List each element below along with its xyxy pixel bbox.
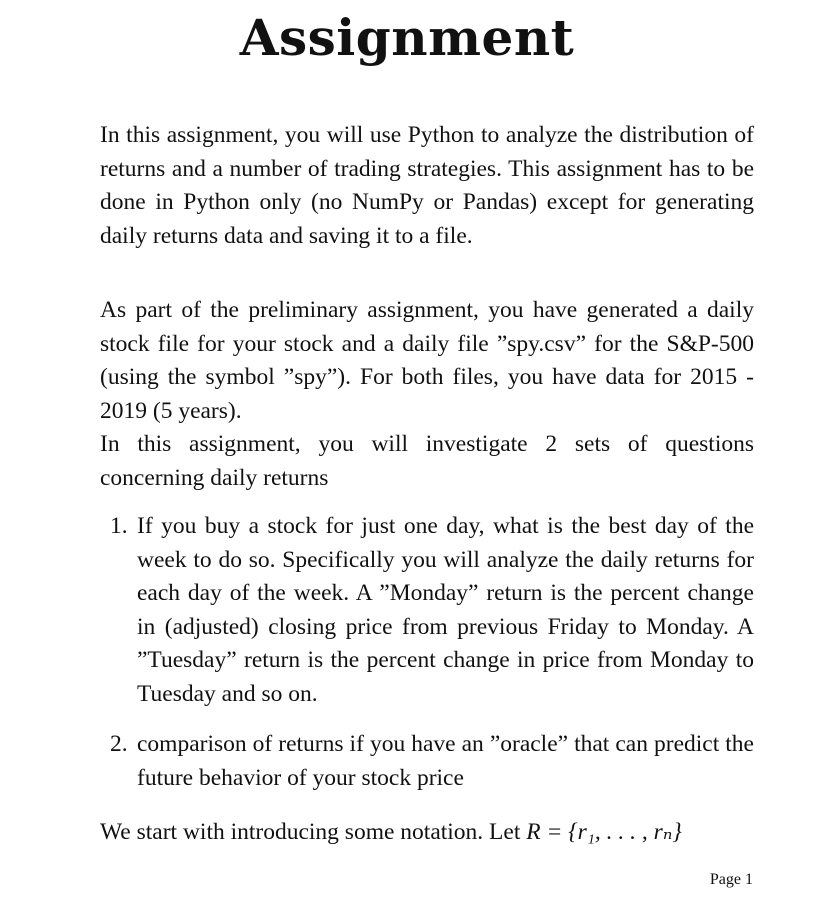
notation-formula: R = {r₁, . . . , rₙ} — [526, 819, 682, 845]
paragraph-intro: In this assignment, you will use Python to analyze the distribution of returns and a number of trading strategies. This assignment has to be done in Python only (no NumPy or Pandas) except for generating daily returns data and saving it to a file. — [100, 122, 754, 249]
paragraph-preliminary: As part of the preliminary assignment, you have generated a daily stock file for your stock and a daily file ”spy.csv” for the S&P-500 (using the symbol ”spy”). For both files, you have data for 2015 - 2019 (5 years). — [100, 297, 754, 424]
list-item — [100, 510, 754, 712]
paragraph-questions: In this assignment, you will investigate 2 sets of questions concerning daily returns — [100, 431, 754, 491]
list-item-number: 1. — [110, 513, 128, 539]
list-item-text: comparison of returns if you have an ”oracle” that can predict the future behavior of your stock price — [137, 731, 754, 791]
list-item-number: 2. — [110, 731, 128, 757]
page-number: Page 1 — [709, 871, 753, 888]
list-item-text: If you buy a stock for just one day, what is the best day of the week to do so. Specifically you will analyze the daily returns for each day of the week. A ”Monday” return is the percent change in (adjusted) closing price from previous Friday to Monday. A ”Tuesday” return is the percent change in price from Monday to Tuesday and so on. — [137, 513, 754, 707]
paragraph-notation — [100, 816, 754, 850]
page-title: Assignment — [239, 8, 575, 67]
list-item — [100, 728, 754, 795]
notation-text: We start with introducing some notation. Let — [100, 819, 527, 845]
